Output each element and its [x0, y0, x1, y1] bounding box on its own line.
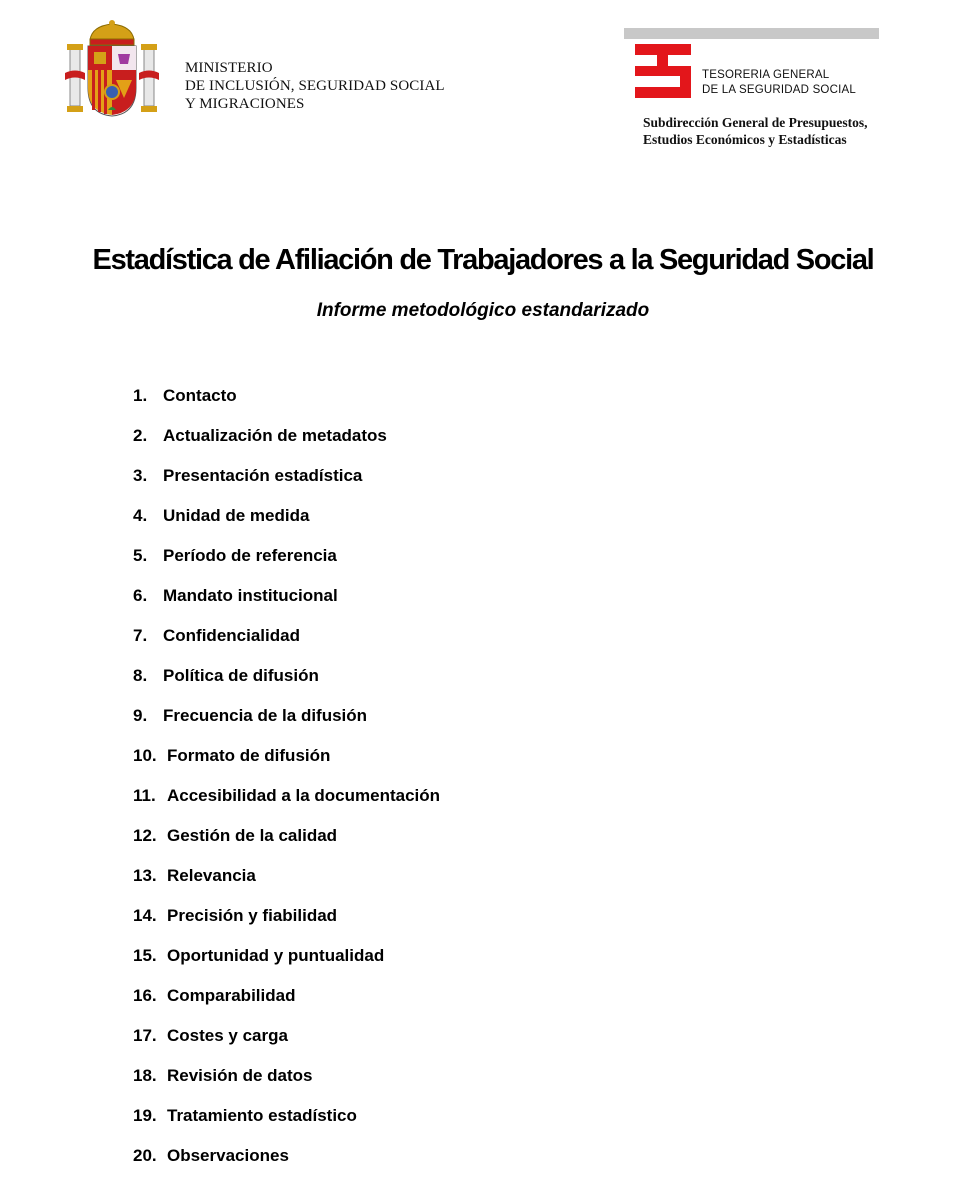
- toc-number: 6.: [133, 586, 148, 605]
- toc-number: 3.: [133, 466, 148, 485]
- subdireccion-name: [643, 114, 868, 148]
- toc-item-costes-carga[interactable]: [133, 1024, 440, 1064]
- toc-item-precision-fiabilidad[interactable]: [133, 904, 440, 944]
- toc-label: Accesibilidad a la documentación: [167, 786, 441, 805]
- toc-item-frecuencia-difusion[interactable]: [133, 704, 440, 744]
- ministry-line: MINISTERIO: [185, 60, 273, 76]
- toc-label: Formato de difusión: [167, 746, 331, 765]
- toc-item-gestion-calidad[interactable]: [133, 824, 440, 864]
- toc-label: Mandato institucional: [163, 586, 338, 605]
- toc-number: 10.: [133, 746, 157, 765]
- toc-number: 16.: [133, 986, 157, 1005]
- toc-label: Frecuencia de la difusión: [163, 706, 368, 725]
- ministry-name: [185, 59, 445, 113]
- toc-item-confidencialidad[interactable]: [133, 624, 440, 664]
- document-subtitle: Informe metodológico estandarizado: [316, 300, 650, 321]
- toc-number: 5.: [133, 546, 148, 565]
- tgss-line: TESORERIA GENERAL: [702, 69, 830, 81]
- toc-number: 4.: [133, 506, 148, 525]
- toc-label: Período de referencia: [163, 546, 337, 565]
- coat-of-arms-spain-icon: [64, 18, 160, 120]
- toc-label: Unidad de medida: [163, 506, 310, 525]
- toc-number: 18.: [133, 1066, 157, 1085]
- toc-number: 15.: [133, 946, 157, 965]
- toc-number: 13.: [133, 866, 157, 885]
- table-of-contents: [133, 384, 440, 1184]
- ministry-line: DE INCLUSIÓN, SEGURIDAD SOCIAL: [185, 78, 445, 94]
- toc-label: Precisión y fiabilidad: [167, 906, 338, 925]
- toc-label: Presentación estadística: [163, 466, 363, 485]
- toc-number: 7.: [133, 626, 148, 645]
- toc-item-periodo-referencia[interactable]: [133, 544, 440, 584]
- toc-label: Confidencialidad: [163, 626, 300, 645]
- toc-item-unidad-medida[interactable]: [133, 504, 440, 544]
- toc-item-actualizacion-metadatos[interactable]: [133, 424, 440, 464]
- ministry-line: Y MIGRACIONES: [185, 96, 305, 112]
- toc-label: Comparabilidad: [167, 986, 296, 1005]
- toc-number: 12.: [133, 826, 157, 845]
- toc-item-contacto[interactable]: [133, 384, 440, 424]
- toc-item-observaciones[interactable]: [133, 1144, 440, 1184]
- toc-number: 1.: [133, 386, 148, 405]
- toc-number: 11.: [133, 786, 156, 805]
- toc-label: Costes y carga: [167, 1026, 288, 1045]
- tgss-line: DE LA SEGURIDAD SOCIAL: [702, 84, 856, 96]
- toc-item-mandato-institucional[interactable]: [133, 584, 440, 624]
- toc-number: 14.: [133, 906, 157, 925]
- toc-label: Actualización de metadatos: [163, 426, 387, 445]
- toc-label: Relevancia: [167, 866, 256, 885]
- toc-label: Contacto: [163, 386, 237, 405]
- toc-label: Revisión de datos: [167, 1066, 313, 1085]
- toc-label: Tratamiento estadístico: [167, 1106, 357, 1125]
- toc-item-revision-datos[interactable]: [133, 1064, 440, 1104]
- toc-label: Oportunidad y puntualidad: [167, 946, 385, 965]
- toc-item-politica-difusion[interactable]: [133, 664, 440, 704]
- toc-label: Gestión de la calidad: [167, 826, 338, 845]
- tgss-name: [702, 68, 856, 98]
- toc-item-comparabilidad[interactable]: [133, 984, 440, 1024]
- toc-number: 9.: [133, 706, 148, 725]
- document-title: Estadística de Afiliación de Trabajadores a la Seguridad Social: [92, 244, 874, 276]
- toc-number: 8.: [133, 666, 148, 685]
- toc-number: 17.: [133, 1026, 157, 1045]
- header-gray-bar: [624, 28, 879, 39]
- toc-label: Observaciones: [167, 1146, 289, 1165]
- toc-item-tratamiento-estadistico[interactable]: [133, 1104, 440, 1144]
- subdireccion-line: Estudios Económicos y Estadísticas: [643, 132, 847, 147]
- toc-item-accesibilidad-documentacion[interactable]: [133, 784, 440, 824]
- toc-number: 20.: [133, 1146, 157, 1165]
- toc-item-relevancia[interactable]: [133, 864, 440, 904]
- toc-item-presentacion-estadistica[interactable]: [133, 464, 440, 504]
- subdireccion-line: Subdirección General de Presupuestos,: [643, 115, 868, 130]
- toc-label: Política de difusión: [163, 666, 319, 685]
- toc-item-oportunidad-puntualidad[interactable]: [133, 944, 440, 984]
- toc-item-formato-difusion[interactable]: [133, 744, 440, 784]
- tgss-logo-icon: [635, 44, 691, 98]
- toc-number: 2.: [133, 426, 148, 445]
- toc-number: 19.: [133, 1106, 157, 1125]
